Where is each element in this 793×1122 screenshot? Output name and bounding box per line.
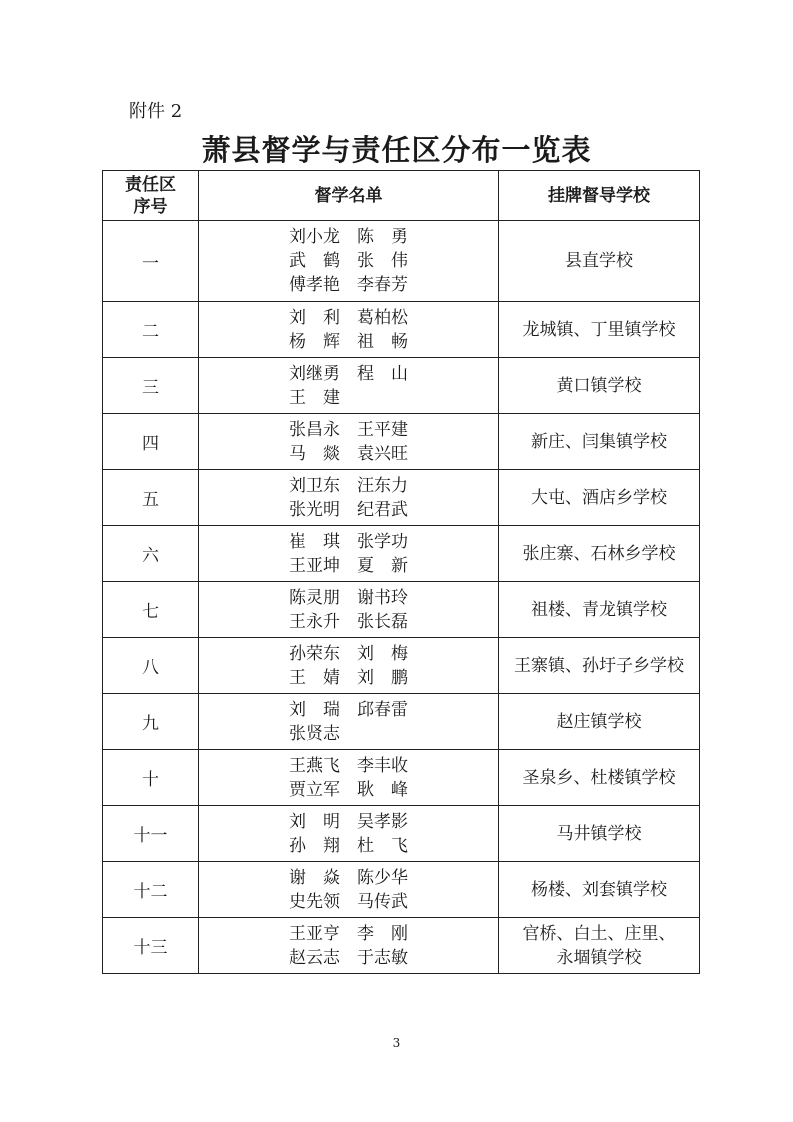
inspector-names [289, 225, 408, 297]
inspector-name-line: 王燕飞 李丰收 [289, 755, 408, 776]
district-seq: 四 [103, 414, 199, 470]
district-seq: 五 [103, 470, 199, 526]
district-seq: 一 [103, 221, 199, 302]
inspector-name-line: 杨 辉 祖 畅 [289, 331, 408, 352]
inspector-name-line: 史先领 马传武 [289, 891, 408, 912]
inspector-names-cell [199, 862, 499, 918]
inspector-name-line: 王 婧 刘 鹏 [289, 667, 408, 688]
inspector-names [289, 810, 408, 858]
inspector-names [289, 418, 408, 466]
inspector-name-line: 刘卫东 汪东力 [289, 475, 408, 496]
district-seq: 七 [103, 582, 199, 638]
page-number: 3 [392, 1036, 401, 1050]
table-row [103, 526, 700, 582]
school-line: 赵庄镇学校 [556, 711, 642, 732]
school-line: 大屯、酒店乡学校 [531, 487, 667, 508]
inspector-name-line: 孙荣东 刘 梅 [289, 643, 408, 664]
inspector-names-cell [199, 358, 499, 414]
header-names: 督学名单 [199, 171, 499, 221]
inspector-names-cell [199, 302, 499, 358]
inspector-names-cell [199, 221, 499, 302]
inspector-name-line: 傅孝艳 李春芳 [289, 275, 408, 295]
inspector-names [289, 586, 408, 634]
table-row [103, 582, 700, 638]
inspector-names-cell [199, 582, 499, 638]
table-row [103, 806, 700, 862]
school-line: 张庄寨、石林乡学校 [522, 543, 676, 564]
school-line: 王寨镇、孙圩子乡学校 [514, 655, 684, 676]
header-seq-line: 序号 [133, 196, 168, 217]
school-cell [499, 862, 700, 918]
inspector-district-table [102, 170, 700, 974]
inspector-names-cell [199, 750, 499, 806]
school-line: 祖楼、青龙镇学校 [531, 599, 667, 620]
inspector-name-line: 武 鹤 张 伟 [289, 251, 408, 271]
inspector-name-line: 崔 琪 张学功 [289, 531, 408, 552]
inspector-names-cell [199, 918, 499, 974]
inspector-names [289, 306, 408, 354]
inspector-names [289, 866, 408, 914]
school-line: 永堌镇学校 [556, 947, 642, 968]
inspector-name-line: 王永升 张长磊 [289, 611, 408, 632]
table-row [103, 694, 700, 750]
inspector-names [289, 362, 408, 410]
inspector-names-cell [199, 526, 499, 582]
inspector-name-line: 赵云志 于志敏 [289, 947, 408, 968]
table-row [103, 862, 700, 918]
inspector-name-line: 马 燚 袁兴旺 [289, 443, 408, 464]
inspector-name-line: 刘 瑞 邱春雷 [289, 699, 408, 720]
district-seq: 十一 [103, 806, 199, 862]
inspector-names-cell [199, 470, 499, 526]
school-cell [499, 358, 700, 414]
inspector-names-cell [199, 806, 499, 862]
inspector-name-line: 孙 翔 杜 飞 [289, 835, 408, 856]
table-header-row [103, 171, 700, 221]
inspector-name-line: 陈灵朋 谢书玲 [289, 587, 408, 608]
header-school: 挂牌督导学校 [499, 171, 700, 221]
school-cell [499, 302, 700, 358]
district-seq: 十二 [103, 862, 199, 918]
table-row [103, 221, 700, 302]
inspector-name-line: 刘 明 吴孝影 [289, 811, 408, 832]
table-row [103, 918, 700, 974]
header-seq-line: 责任区 [125, 174, 176, 195]
table-row [103, 470, 700, 526]
inspector-name-line: 王 建 [289, 387, 340, 408]
inspector-names-cell [199, 638, 499, 694]
inspector-name-line: 张昌永 王平建 [289, 419, 408, 440]
table-row [103, 750, 700, 806]
school-line: 黄口镇学校 [556, 375, 642, 396]
school-line: 马井镇学校 [556, 823, 642, 844]
district-seq: 三 [103, 358, 199, 414]
header-seq [103, 171, 199, 221]
school-cell [499, 750, 700, 806]
inspector-name-line: 刘继勇 程 山 [289, 363, 408, 384]
inspector-name-line: 刘小龙 陈 勇 [289, 227, 408, 247]
inspector-name-line: 张光明 纪君武 [289, 499, 408, 520]
table-row [103, 358, 700, 414]
district-seq: 十 [103, 750, 199, 806]
inspector-names [289, 530, 408, 578]
district-seq: 六 [103, 526, 199, 582]
school-line: 圣泉乡、杜楼镇学校 [522, 767, 676, 788]
school-line: 龙城镇、丁里镇学校 [522, 319, 676, 340]
district-seq: 八 [103, 638, 199, 694]
inspector-name-line: 谢 焱 陈少华 [289, 867, 408, 888]
district-seq: 九 [103, 694, 199, 750]
inspector-name-line: 贾立军 耿 峰 [289, 779, 408, 800]
inspector-names [289, 474, 408, 522]
attachment-label: 附件 2 [129, 101, 183, 122]
page-title: 萧县督学与责任区分布一览表 [201, 133, 592, 167]
school-line: 杨楼、刘套镇学校 [531, 879, 667, 900]
inspector-name-line: 王亚坤 夏 新 [289, 555, 408, 576]
inspector-name-line: 张贤志 [289, 723, 340, 744]
school-cell [499, 221, 700, 302]
table-row [103, 638, 700, 694]
inspector-names [289, 642, 408, 690]
school-line: 县直学校 [565, 251, 633, 271]
inspector-names-cell [199, 414, 499, 470]
school-cell [499, 806, 700, 862]
school-cell [499, 918, 700, 974]
inspector-names [289, 698, 408, 746]
school-cell [499, 694, 700, 750]
inspector-names [289, 922, 408, 970]
table-row [103, 414, 700, 470]
inspector-name-line: 刘 利 葛柏松 [289, 307, 408, 328]
school-cell [499, 470, 700, 526]
school-cell [499, 638, 700, 694]
school-cell [499, 582, 700, 638]
inspector-name-line: 王亚亨 李 刚 [289, 923, 408, 944]
school-line: 新庄、闫集镇学校 [531, 431, 667, 452]
district-seq: 十三 [103, 918, 199, 974]
school-cell [499, 414, 700, 470]
district-seq: 二 [103, 302, 199, 358]
table-row [103, 302, 700, 358]
inspector-names [289, 754, 408, 802]
school-cell [499, 526, 700, 582]
inspector-names-cell [199, 694, 499, 750]
school-line: 官桥、白土、庄里、 [522, 923, 676, 944]
